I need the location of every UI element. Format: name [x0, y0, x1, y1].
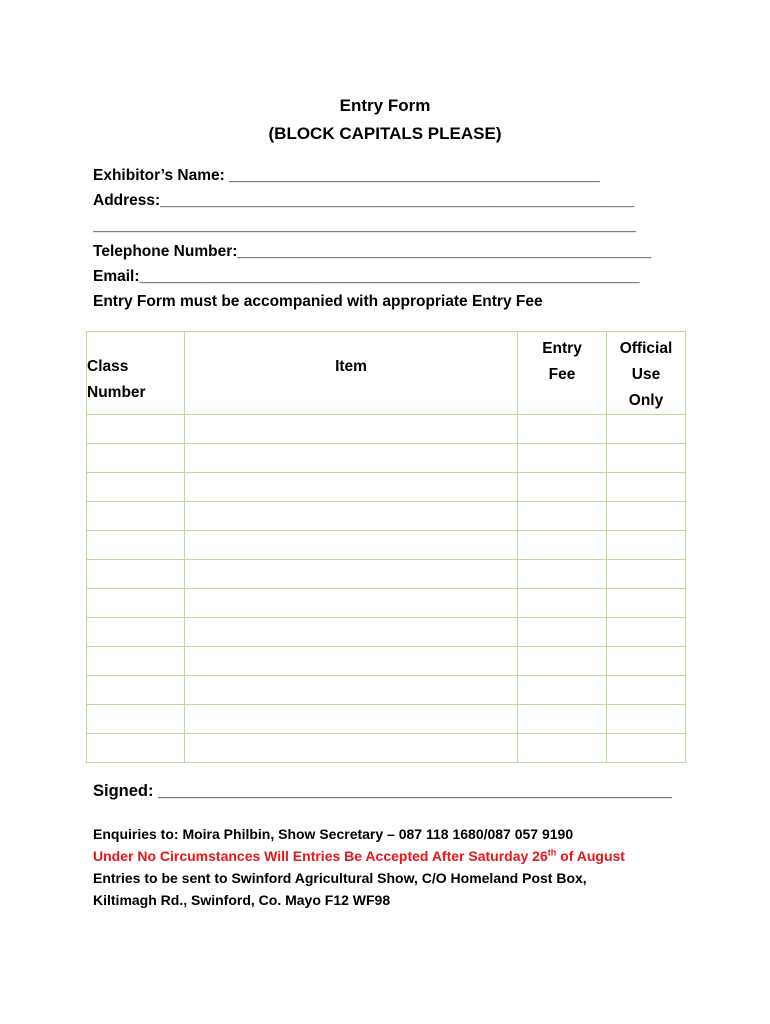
table-row	[87, 444, 686, 473]
cell-item[interactable]	[185, 444, 518, 473]
table-row	[87, 618, 686, 647]
cell-entry-fee[interactable]	[518, 705, 607, 734]
cell-class-number[interactable]	[87, 676, 185, 705]
signature-line[interactable]: Signed: ________________________________________________________	[93, 782, 672, 800]
form-title-line1: Entry Form	[339, 96, 431, 115]
cell-entry-fee[interactable]	[518, 415, 607, 444]
cell-item[interactable]	[185, 473, 518, 502]
form-title	[0, 92, 770, 148]
cell-entry-fee[interactable]	[518, 473, 607, 502]
cell-class-number[interactable]	[87, 705, 185, 734]
cell-entry-fee[interactable]	[518, 531, 607, 560]
cell-official-use	[607, 560, 686, 589]
cell-class-number[interactable]	[87, 618, 185, 647]
send-to-address: Entries to be sent to Swinford Agricultural Show, C/O Homeland Post Box, Kiltimagh Rd., Swinford, Co. Mayo F12 WF98	[93, 870, 587, 908]
cell-item[interactable]	[185, 618, 518, 647]
table-row	[87, 560, 686, 589]
cell-official-use	[607, 618, 686, 647]
cell-official-use	[607, 502, 686, 531]
cell-official-use	[607, 444, 686, 473]
entry-rows	[87, 415, 686, 763]
cell-item[interactable]	[185, 560, 518, 589]
cell-item[interactable]	[185, 676, 518, 705]
cell-entry-fee[interactable]	[518, 647, 607, 676]
cell-class-number[interactable]	[87, 531, 185, 560]
cell-entry-fee[interactable]	[518, 676, 607, 705]
header-item: Item	[185, 332, 518, 415]
cell-official-use	[607, 473, 686, 502]
telephone-field[interactable]: Telephone Number:________________________________________________	[93, 242, 652, 260]
table-row	[87, 734, 686, 763]
email-field[interactable]: Email:__________________________________________________________	[93, 267, 640, 285]
address-field[interactable]: Address:_______________________________________________________	[93, 192, 635, 210]
table-header-row	[87, 332, 686, 415]
cell-entry-fee[interactable]	[518, 734, 607, 763]
address-line2-field[interactable]: _______________________________________________________________	[93, 217, 637, 235]
cell-item[interactable]	[185, 415, 518, 444]
cell-item[interactable]	[185, 502, 518, 531]
cell-item[interactable]	[185, 647, 518, 676]
cell-class-number[interactable]	[87, 734, 185, 763]
cell-official-use	[607, 734, 686, 763]
cell-item[interactable]	[185, 705, 518, 734]
cell-item[interactable]	[185, 531, 518, 560]
table-row	[87, 415, 686, 444]
table-row	[87, 647, 686, 676]
cell-class-number[interactable]	[87, 647, 185, 676]
table-row	[87, 705, 686, 734]
table-row	[87, 589, 686, 618]
cell-official-use	[607, 415, 686, 444]
entries-table	[86, 331, 686, 763]
cell-official-use	[607, 589, 686, 618]
contact-fields	[93, 163, 678, 314]
cell-entry-fee[interactable]	[518, 502, 607, 531]
table-row	[87, 502, 686, 531]
cell-class-number[interactable]	[87, 502, 185, 531]
cell-official-use	[607, 647, 686, 676]
cell-entry-fee[interactable]	[518, 560, 607, 589]
table-row	[87, 473, 686, 502]
entry-fee-note: Entry Form must be accompanied with appropriate Entry Fee	[93, 293, 543, 311]
footer	[93, 823, 653, 911]
table-row	[87, 531, 686, 560]
table-row	[87, 676, 686, 705]
cell-item[interactable]	[185, 589, 518, 618]
deadline-warning: Under No Circumstances Will Entries Be Accepted After Saturday 26th of August	[93, 847, 625, 864]
cell-official-use	[607, 531, 686, 560]
cell-entry-fee[interactable]	[518, 618, 607, 647]
cell-official-use	[607, 676, 686, 705]
cell-class-number[interactable]	[87, 444, 185, 473]
cell-class-number[interactable]	[87, 415, 185, 444]
enquiries-text: Enquiries to: Moira Philbin, Show Secretary – 087 118 1680/087 057 9190	[93, 826, 574, 842]
exhibitor-name-field[interactable]: Exhibitor’s Name: ___________________________________________	[93, 167, 600, 184]
cell-entry-fee[interactable]	[518, 589, 607, 618]
cell-entry-fee[interactable]	[518, 444, 607, 473]
cell-class-number[interactable]	[87, 473, 185, 502]
cell-class-number[interactable]	[87, 589, 185, 618]
cell-item[interactable]	[185, 734, 518, 763]
header-entry-fee: Entry Fee	[518, 332, 607, 415]
cell-official-use	[607, 705, 686, 734]
cell-class-number[interactable]	[87, 560, 185, 589]
header-class-number: Class Number	[87, 332, 185, 415]
form-title-line2: (BLOCK CAPITALS PLEASE)	[268, 124, 502, 143]
header-official-use: Official Use Only	[607, 332, 686, 415]
